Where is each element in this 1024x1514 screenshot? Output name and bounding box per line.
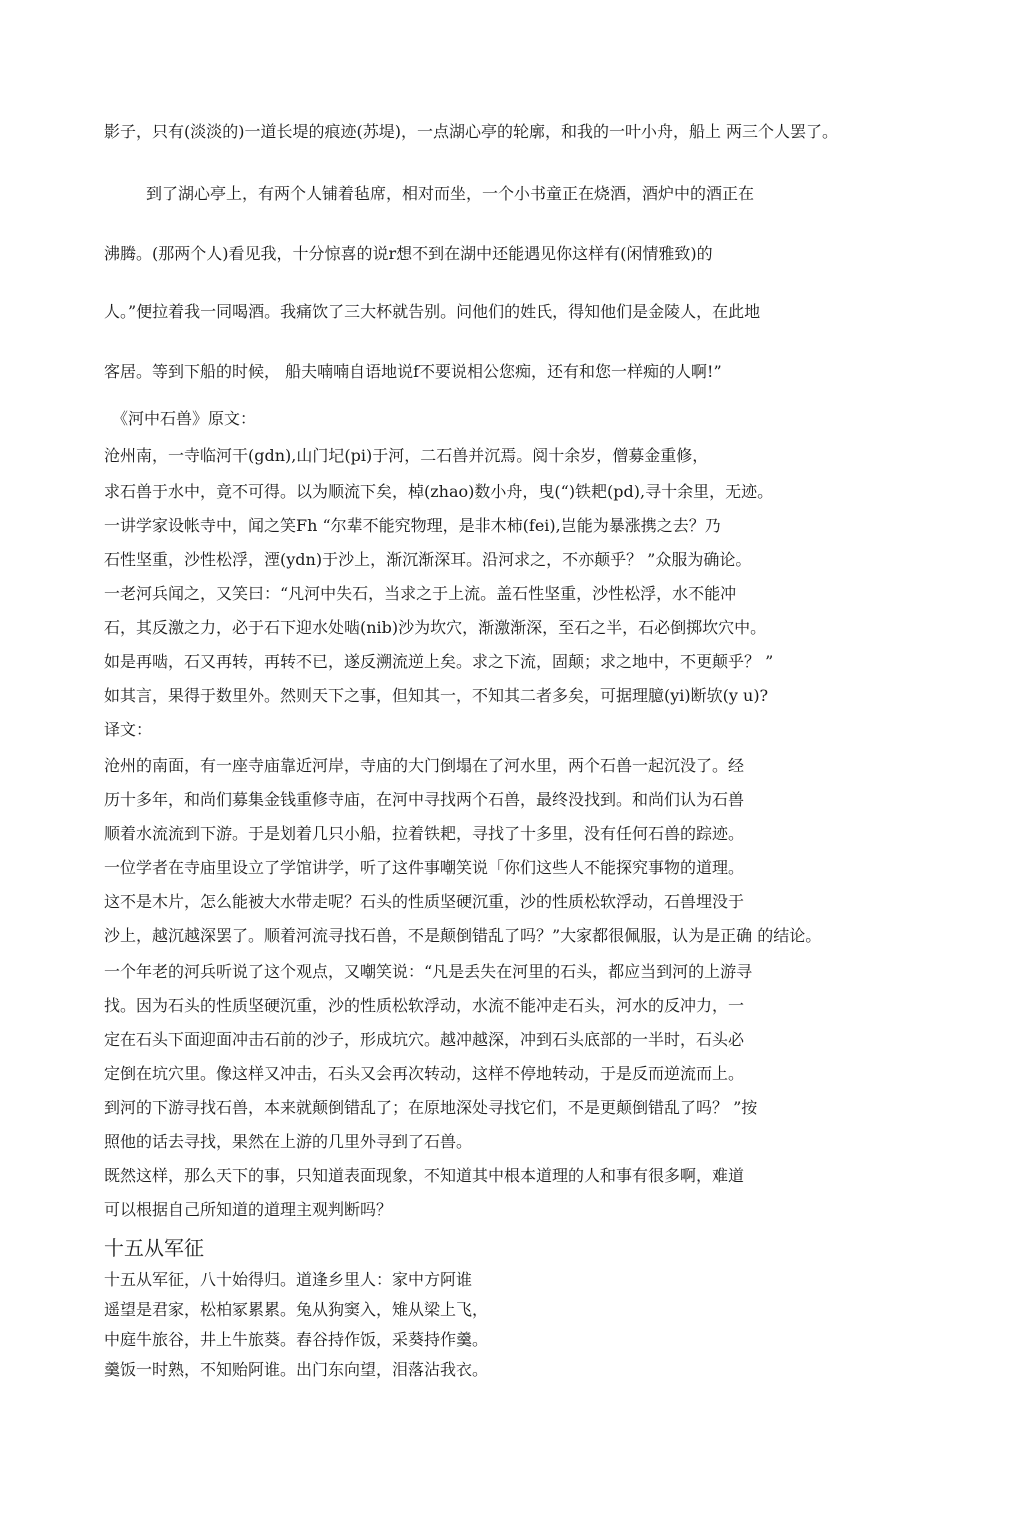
intro-line: 人。”便拉着我一同喝酒。我痛饮了三大杯就告别。问他们的姓氏，得知他们是金陵人，在此地	[104, 302, 761, 321]
original-line: 求石兽于水中，竟不可得。以为顺流下矣，棹(zhao)数小舟，曳(“)铁耙(pd),寻十余里，无迹。	[104, 482, 774, 501]
original-line: 石，其反激之力，必于石下迎水处啮(nib)沙为坎穴，渐激渐深，至石之半，石必倒掷坎穴中。	[104, 618, 767, 637]
intro-line: 影子，只有(淡淡的)一道长堤的痕迹(苏堤)，一点湖心亭的轮廓，和我的一叶小舟，船上 两三个人罢了。	[104, 122, 839, 141]
poem-line: 遥望是君家，松柏冢累累。兔从狗窦入，雉从梁上飞，	[104, 1300, 489, 1319]
original-line: 一老河兵闻之，又笑曰：“凡河中失石，当求之于上流。盖石性坚重，沙性松浮，水不能冲	[104, 584, 737, 603]
translation-line: 找。因为石头的性质坚硬沉重，沙的性质松软浮动，水流不能冲走石头，河水的反冲力，一	[104, 996, 745, 1015]
translation-line: 一个年老的河兵听说了这个观点，又嘲笑说：“凡是丢失在河里的石头，都应当到河的上游寻	[104, 962, 753, 981]
translation-line: 历十多年，和尚们募集金钱重修寺庙，在河中寻找两个石兽，最终没找到。和尚们认为石兽	[104, 790, 745, 809]
intro-line: 客居。等到下船的时候， 船夫喃喃自语地说f不要说相公您痴，还有和您一样痴的人啊!”	[104, 362, 722, 381]
translation-line: 定倒在坑穴里。像这样又冲击，石头又会再次转动，这样不停地转动，于是反而逆流而上。	[104, 1064, 745, 1083]
translation-line: 沙上，越沉越深罢了。顺着河流寻找石兽，不是颠倒错乱了吗？”大家都很佩服，认为是正确 的结论。	[104, 926, 822, 945]
translation-line: 一位学者在寺庙里设立了学馆讲学，听了这件事嘲笑说「你们这些人不能探究事物的道理。	[104, 858, 745, 877]
original-line: 沧州南，一寺临河干(gdn),山门圮(pi)于河，二石兽并沉焉。阅十余岁，僧募金重修，	[104, 446, 709, 465]
section-title: 《河中石兽》原文：	[112, 409, 257, 428]
poem-line: 十五从军征，八十始得归。道逢乡里人：家中方阿谁	[104, 1270, 473, 1289]
translation-line: 沧州的南面，有一座寺庙靠近河岸，寺庙的大门倒塌在了河水里，两个石兽一起沉没了。经	[104, 756, 745, 775]
translation-label: 译文：	[104, 720, 153, 739]
translation-line: 可以根据自己所知道的道理主观判断吗？	[104, 1200, 393, 1219]
translation-line: 到河的下游寻找石兽，本来就颠倒错乱了；在原地深处寻找它们，不是更颠倒错乱了吗？ ”按	[104, 1098, 758, 1117]
original-line: 石性坚重，沙性松浮，湮(ydn)于沙上，渐沉渐深耳。沿河求之，不亦颠乎？ ”众服为确论。	[104, 550, 752, 569]
translation-line: 定在石头下面迎面冲击石前的沙子，形成坑穴。越冲越深，冲到石头底部的一半时，石头必	[104, 1030, 745, 1049]
translation-line: 照他的话去寻找，果然在上游的几里外寻到了石兽。	[104, 1132, 473, 1151]
original-line: 一讲学家设帐寺中，闻之笑Fh “尔辈不能究物理，是非木柿(fei),岂能为暴涨携之去？乃	[104, 516, 721, 535]
poem-line: 羹饭一时熟，不知贻阿谁。出门东向望，泪落沾我衣。	[104, 1360, 489, 1379]
intro-line: 到了湖心亭上，有两个人铺着毡席，相对而坐，一个小书童正在烧酒，酒炉中的酒正在	[146, 184, 755, 203]
poem-title: 十五从军征	[104, 1236, 204, 1260]
translation-line: 顺着水流流到下游。于是划着几只小船，拉着铁耙，寻找了十多里，没有任何石兽的踪迹。	[104, 824, 745, 843]
translation-line: 这不是木片，怎么能被大水带走呢？石头的性质坚硬沉重，沙的性质松软浮动，石兽埋没于	[104, 892, 745, 911]
original-line: 如是再啮，石又再转，再转不已，遂反溯流逆上矣。求之下流，固颠；求之地中，不更颠乎？ ”	[104, 652, 774, 671]
poem-line: 中庭牛旅谷，井上牛旅葵。舂谷持作饭，采葵持作羹。	[104, 1330, 489, 1349]
translation-line: 既然这样，那么天下的事，只知道表面现象，不知道其中根本道理的人和事有很多啊，难道	[104, 1166, 745, 1185]
original-line: 如其言，果得于数里外。然则天下之事，但知其一，不知其二者多矣，可据理臆(yi)断欤(y u)?	[104, 686, 769, 705]
intro-line: 沸腾。(那两个人)看见我，十分惊喜的说r想不到在湖中还能遇见你这样有(闲情雅致)的	[104, 244, 713, 263]
